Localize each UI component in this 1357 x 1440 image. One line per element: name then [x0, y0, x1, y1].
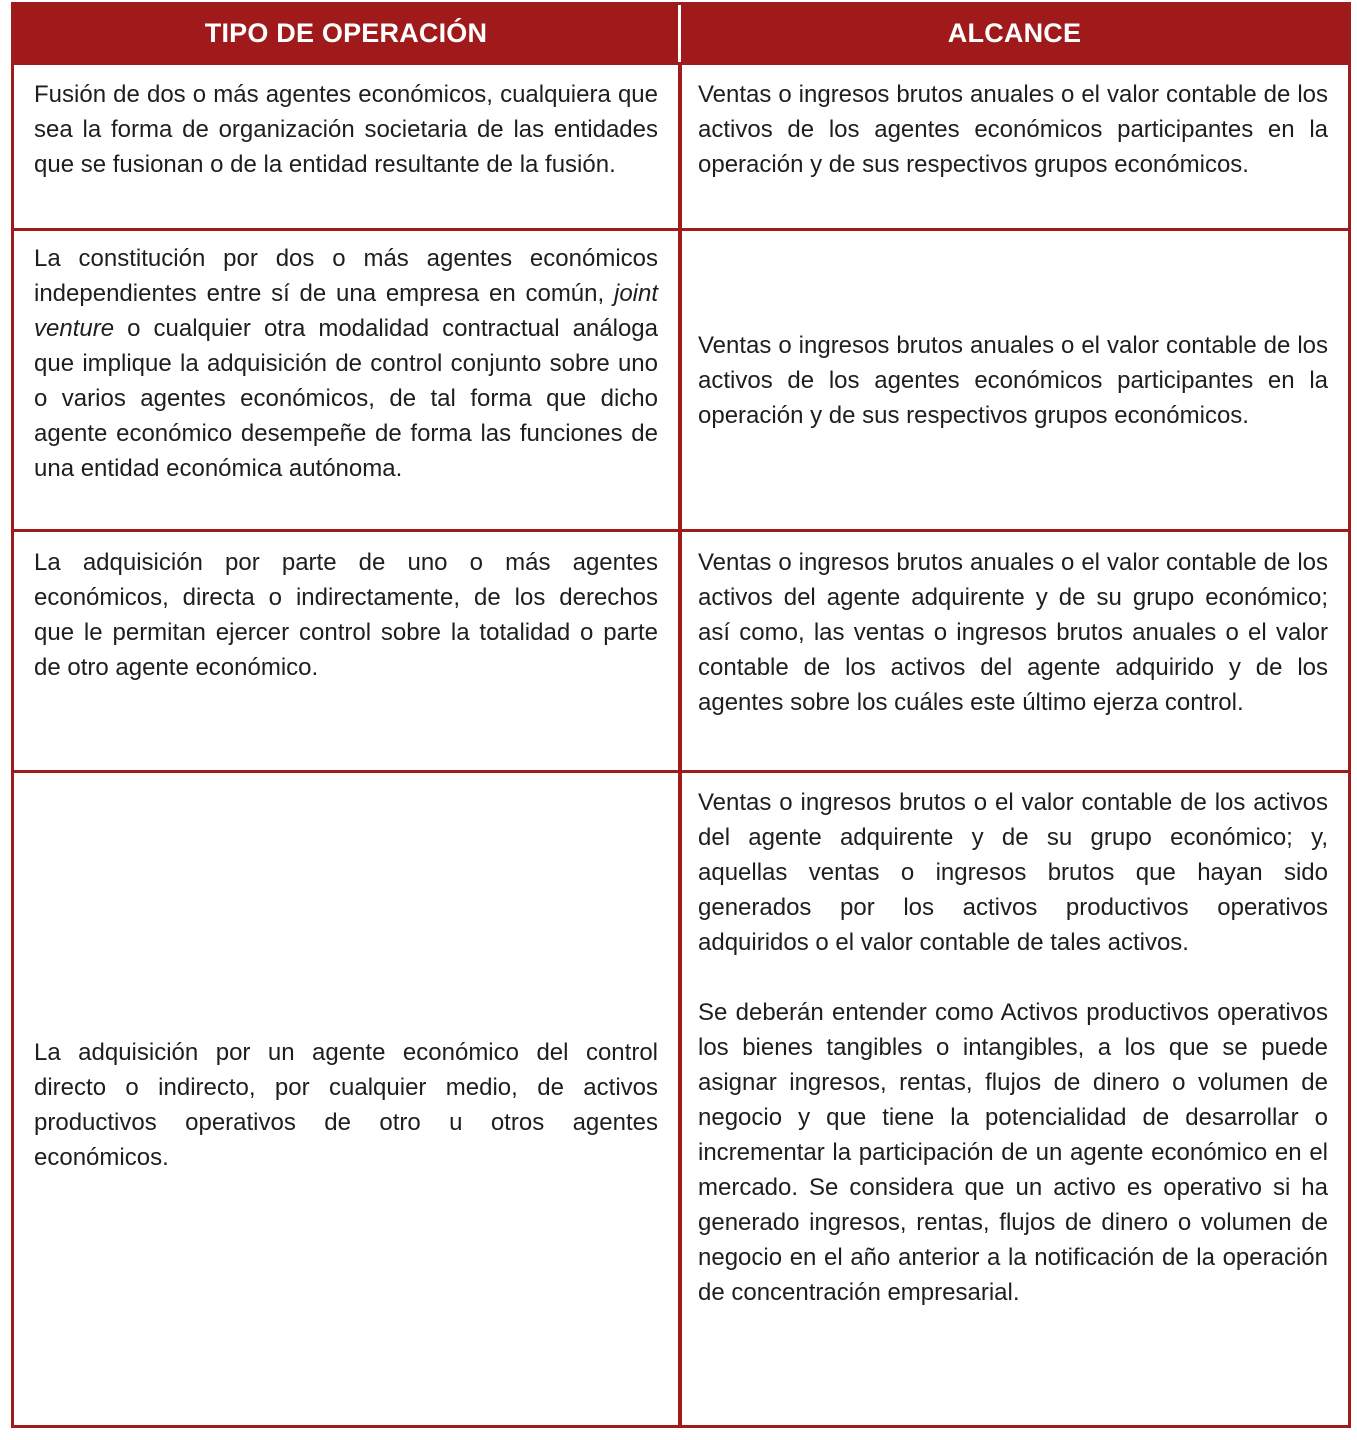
scope-cell: [678, 65, 1348, 228]
header-scope: ALCANCE: [678, 5, 1348, 62]
scope-cell: [678, 532, 1348, 770]
concentration-operations-table: [11, 2, 1351, 1428]
scope-paragraph-2: Se deberán entender como Activos productivos operativos los bienes tangibles o intangibles, a los que se puede asignar ingresos, rentas, flujos de dinero o volumen de negocio y que tiene la potencialidad de desarrollar o incrementar la participación de un agente económico en el mercado. Se considera que un activo es operativo si ha generado ingresos, rentas, flujos de dinero o volumen de negocio en el año anterior a la notificación de la operación de concentración empresarial.: [698, 999, 1328, 1306]
operation-type-text-after: o cualquier otra modalidad contractual análoga que implique la adquisición de control conjunto sobre uno o varios agentes económicos, de tal forma que dicho agente económico desempeñe de forma las funciones de una entidad económica autónoma.: [34, 315, 658, 482]
operation-type-text: Fusión de dos o más agentes económicos, cualquiera que sea la forma de organización societaria de las entidades que se fusionan o de la entidad resultante de la fusión.: [34, 81, 658, 178]
table-header-row: [14, 5, 1348, 62]
table-row: [14, 62, 1348, 228]
joint-venture-italic: joint venture: [34, 280, 659, 342]
operation-type-cell: [14, 231, 678, 529]
operation-type-cell: [14, 65, 678, 228]
operation-type-text: La adquisición por parte de uno o más agentes económicos, directa o indirectamente, de los derechos que le permitan ejercer control sobre la totalidad o parte de otro agente económico.: [34, 549, 658, 681]
scope-text: Ventas o ingresos brutos anuales o el valor contable de los activos de los agentes económicos participantes en la operación y de sus respectivos grupos económicos.: [698, 81, 1328, 178]
scope-text: Ventas o ingresos brutos anuales o el valor contable de los activos del agente adquirente y de su grupo económico; así como, las ventas o ingresos brutos anuales o el valor contable de los activos del agente adquirido y de los agentes sobre los cuáles este último ejerza control.: [698, 549, 1328, 716]
operation-type-cell: [14, 532, 678, 770]
scope-cell: [678, 773, 1348, 1425]
paragraph-spacer: [698, 960, 1328, 995]
scope-cell: [678, 231, 1348, 529]
scope-text: [698, 785, 1328, 1310]
table-row: [14, 770, 1348, 1425]
operation-type-text: La adquisición por un agente económico del control directo o indirecto, por cualquier medio, de activos productivos operativos de otro u otros agentes económicos.: [34, 1039, 658, 1171]
operation-type-text: [34, 241, 658, 486]
table-row: [14, 228, 1348, 529]
operation-type-cell: [14, 773, 678, 1425]
scope-text: Ventas o ingresos brutos anuales o el valor contable de los activos de los agentes económicos participantes en la operación y de sus respectivos grupos económicos.: [698, 331, 1328, 429]
scope-paragraph-1: Ventas o ingresos brutos o el valor contable de los activos del agente adquirente y de su grupo económico; y, aquellas ventas o ingresos brutos que hayan sido generados por los activos productivos operativos adquiridos o el valor contable de tales activos.: [698, 789, 1328, 956]
operation-type-text-before: La constitución por dos o más agentes económicos independientes entre sí de una empresa en común,: [34, 245, 658, 307]
table-row: [14, 529, 1348, 770]
header-operation-type: TIPO DE OPERACIÓN: [204, 18, 488, 48]
